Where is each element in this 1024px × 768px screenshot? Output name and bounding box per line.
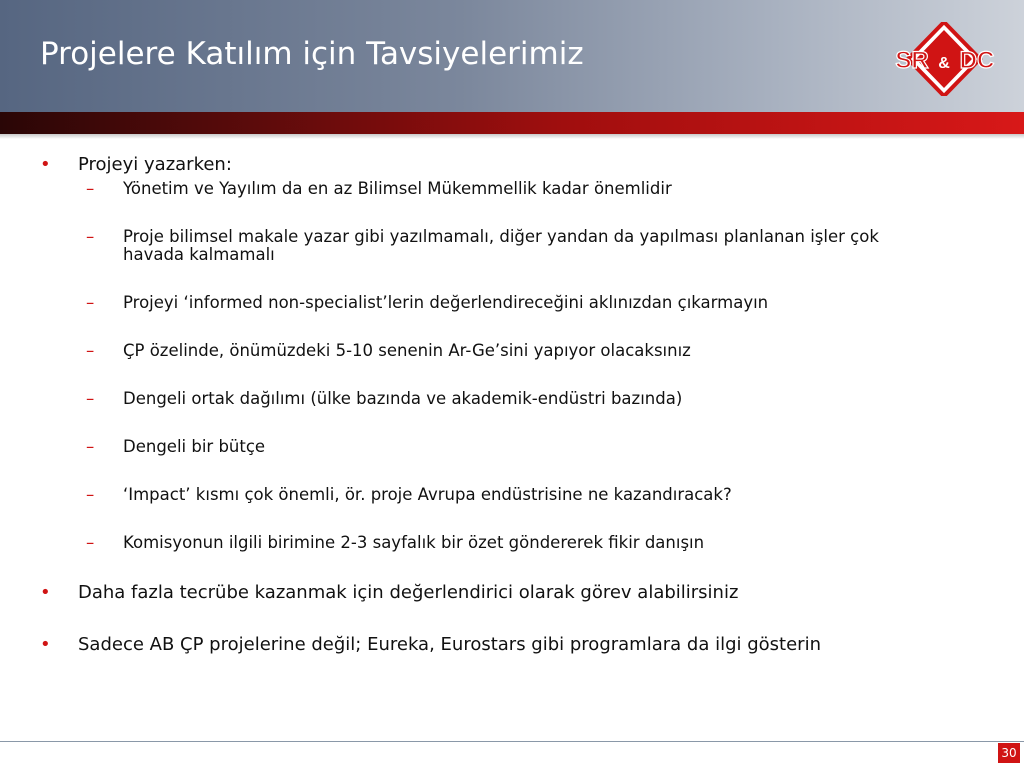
dash-marker: –	[86, 293, 95, 312]
sub-bullet-text: Projeyi ‘informed non-specialist’lerin değerlendireceğini aklınızdan çıkarmayın	[123, 293, 769, 312]
svg-text:&: &	[938, 55, 950, 72]
stripe-shadow	[0, 134, 1024, 139]
svg-text:SR: SR	[895, 47, 929, 74]
srdc-logo	[884, 22, 1004, 96]
dash-marker: –	[86, 341, 95, 360]
sub-bullet-text: Dengeli bir bütçe	[123, 437, 266, 456]
header-banner	[0, 0, 1024, 112]
sub-bullet-text: ÇP özelinde, önümüzdeki 5-10 senenin Ar-Ge’sini yapıyor olacaksınız	[123, 341, 691, 360]
sub-bullet-text: Dengeli ortak dağılımı (ülke bazında ve akademik-endüstri bazında)	[123, 389, 683, 408]
sub-bullet-text: Komisyonun ilgili birimine 2-3 sayfalık bir özet göndererek fikir danışın	[123, 533, 705, 552]
dash-marker: –	[86, 227, 95, 246]
slide-title: Projelere Katılım için Tavsiyelerimiz	[40, 36, 584, 72]
dash-marker: –	[86, 485, 95, 504]
slide-date: 17.9.2014	[925, 227, 992, 242]
bullet-text: Sadece AB ÇP projelerine değil; Eureka, Eurostars gibi programlara da ilgi gösterin	[78, 634, 821, 655]
dash-marker: –	[86, 437, 95, 456]
sub-bullet-text: ‘Impact’ kısmı çok önemli, ör. proje Avrupa endüstrisine ne kazandıracak?	[123, 485, 732, 504]
bullet-text: Projeyi yazarken:	[78, 154, 232, 175]
bullet-marker: •	[40, 634, 51, 655]
bullet-marker: •	[40, 582, 51, 603]
footer-divider	[0, 741, 1024, 742]
sub-bullet-text: Proje bilimsel makale yazar gibi yazılmamalı, diğer yandan da yapılması planlanan işler çok havada kalmamalı	[123, 227, 879, 264]
svg-text:DC: DC	[959, 47, 995, 74]
sub-bullet-text: Yönetim ve Yayılım da en az Bilimsel Mükemmellik kadar önemlidir	[123, 179, 672, 198]
dash-marker: –	[86, 179, 95, 198]
page-number: 30	[998, 743, 1020, 763]
dash-marker: –	[86, 389, 95, 408]
bullet-text: Daha fazla tecrübe kazanmak için değerlendirici olarak görev alabilirsiniz	[78, 582, 739, 603]
dash-marker: –	[86, 533, 95, 552]
bullet-marker: •	[40, 154, 51, 175]
